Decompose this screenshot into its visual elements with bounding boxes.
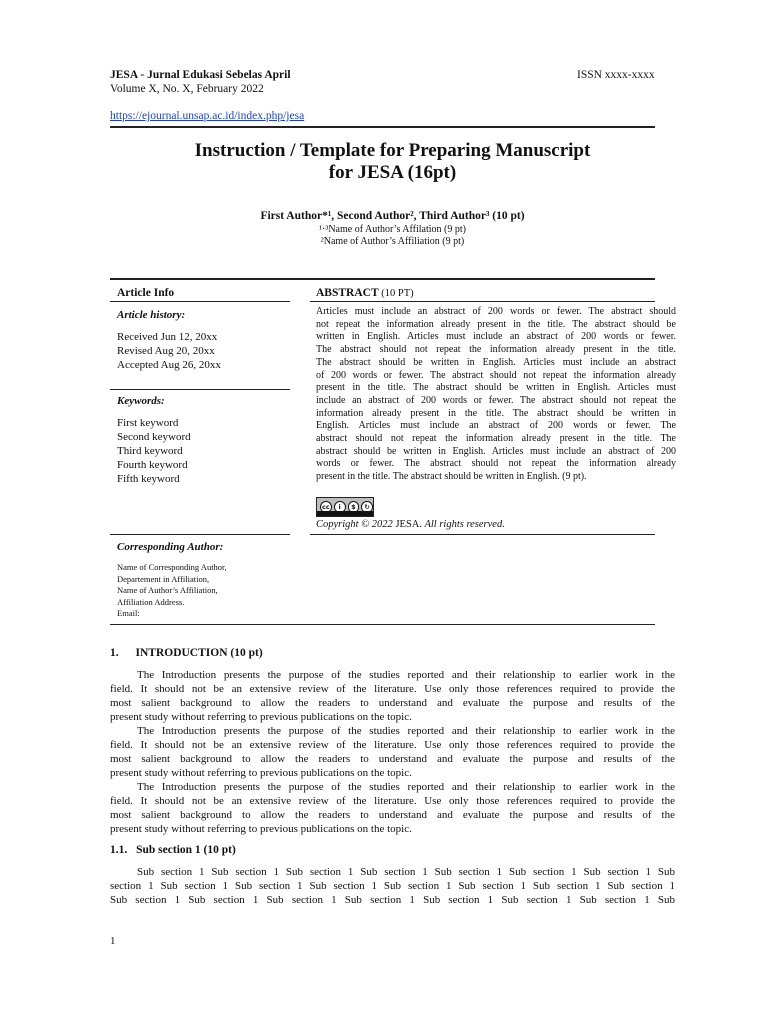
corresponding-name: Name of Corresponding Author, bbox=[117, 562, 227, 572]
issn: ISSN xxxx-xxxx bbox=[577, 69, 655, 81]
subsection-heading bbox=[110, 844, 236, 856]
corresponding-heading: Corresponding Author: bbox=[117, 541, 224, 553]
cc-license-badge[interactable] bbox=[316, 497, 374, 517]
copyright-suffix: All rights reserved. bbox=[424, 519, 505, 530]
introduction-line: present study without referring to previous publications on the topic. bbox=[110, 711, 412, 723]
header-divider bbox=[110, 126, 655, 128]
keywords-heading: Keywords: bbox=[117, 395, 165, 407]
introduction-line: most salient background to allow the readers to understand and evaluate the purpose and results of the bbox=[110, 809, 675, 821]
introduction-number: 1. bbox=[110, 647, 119, 659]
abstract-heading-size: (10 PT) bbox=[381, 288, 414, 299]
introduction-line: The Introduction presents the purpose of the studies reported and their relationship to earlier work in the bbox=[137, 781, 675, 793]
history-revised: Revised Aug 20, 20xx bbox=[117, 345, 215, 357]
abstract-line: of 200 words or fewer. The abstract should not repeat the information already bbox=[316, 369, 676, 381]
abstract-line: present in the title. The abstract should be written in English. Articles must bbox=[316, 382, 676, 394]
subsection-title: Sub section 1 (10 pt) bbox=[136, 844, 236, 856]
introduction-heading bbox=[110, 647, 263, 659]
corresponding-details bbox=[117, 562, 227, 620]
info-heading-rule bbox=[110, 301, 290, 302]
affiliation-2: ²Name of Author’s Affiliation (9 pt) bbox=[320, 236, 465, 247]
copyright-prefix: Copyright © 2022 bbox=[316, 519, 393, 530]
introduction-line: field. It should not be an extensive review of the literature. Use only those references required to provide the bbox=[110, 795, 675, 807]
history-accepted: Accepted Aug 26, 20xx bbox=[117, 359, 221, 371]
noncommercial-icon: $ bbox=[348, 501, 360, 513]
history-rule bbox=[110, 389, 290, 390]
abstract-body bbox=[316, 306, 676, 484]
subsection-line: Sub section 1 Sub section 1 Sub section 1 Sub section 1 Sub section 1 Sub section 1 Sub section 1 Sub bbox=[110, 894, 675, 906]
page-title bbox=[110, 140, 675, 184]
article-info-heading: Article Info bbox=[117, 287, 175, 299]
abstract-line: not repeat the information already present in the title. The abstract should be bbox=[316, 318, 676, 330]
corresponding-email: Email: bbox=[117, 608, 140, 618]
introduction-line: field. It should not be an extensive review of the literature. Use only those references required to provide the bbox=[110, 739, 675, 751]
copyright-notice bbox=[316, 519, 505, 530]
abstract-bottom-rule bbox=[310, 534, 655, 535]
abstract-line: The abstract should be written in English. Articles must include an abstract bbox=[316, 356, 676, 368]
corresponding-affiliation: Name of Author’s Affiliation, bbox=[117, 585, 218, 595]
cc-icon: cc bbox=[320, 501, 332, 513]
keyword-2: Second keyword bbox=[117, 431, 191, 443]
journal-url-link[interactable]: https://ejournal.unsap.ac.id/index.php/jesa bbox=[110, 110, 305, 122]
volume-info: Volume X, No. X, February 2022 bbox=[110, 83, 264, 95]
keywords-rule bbox=[110, 534, 290, 535]
copyright-org: JESA. bbox=[395, 519, 422, 530]
affiliation-1: ¹·³Name of Author’s Affilation (9 pt) bbox=[319, 224, 466, 235]
introduction-line: The Introduction presents the purpose of the studies reported and their relationship to earlier work in the bbox=[137, 669, 675, 681]
history-received: Received Jun 12, 20xx bbox=[117, 331, 218, 343]
abstract-line: written in English. Articles must include an abstract of 200 words or fewer. bbox=[316, 331, 676, 343]
abstract-heading-rule bbox=[310, 301, 655, 302]
abstract-heading-label: ABSTRACT bbox=[316, 287, 379, 299]
abstract-line: English. Articles must include an abstract of 200 words or fewer. The bbox=[316, 420, 676, 432]
abstract-line: information already present in the title. The abstract should be written in bbox=[316, 407, 676, 419]
keyword-1: First keyword bbox=[117, 417, 179, 429]
introduction-line: most salient background to allow the readers to understand and evaluate the purpose and results of the bbox=[110, 753, 675, 765]
title-line-1: Instruction / Template for Preparing Manuscript bbox=[194, 140, 591, 161]
introduction-line: present study without referring to previous publications on the topic. bbox=[110, 823, 412, 835]
info-table-bottom-rule bbox=[110, 624, 655, 625]
keyword-3: Third keyword bbox=[117, 445, 183, 457]
abstract-line: abstract should not repeat the information already present in the title. The bbox=[316, 433, 676, 445]
abstract-line: include an abstract of 200 words or fewer. The abstract should not repeat the bbox=[316, 394, 676, 406]
corresponding-department: Departement in Affiliation, bbox=[117, 573, 210, 584]
abstract-line: words or fewer. The abstract should not repeat the information already bbox=[316, 458, 676, 470]
history-list bbox=[117, 330, 221, 372]
introduction-line: most salient background to allow the readers to understand and evaluate the purpose and results of the bbox=[110, 697, 675, 709]
introduction-title: INTRODUCTION (10 pt) bbox=[135, 647, 263, 659]
subsection-number: 1.1. bbox=[110, 844, 128, 856]
title-line-2: for JESA (16pt) bbox=[328, 162, 457, 183]
keyword-5: Fifth keyword bbox=[117, 473, 180, 485]
subsection-line: section 1 Sub section 1 Sub section 1 Sub section 1 Sub section 1 Sub section 1 Sub section 1 Sub section 1 bbox=[110, 880, 675, 892]
keywords-list bbox=[117, 416, 191, 486]
subsection-line: Sub section 1 Sub section 1 Sub section 1 Sub section 1 Sub section 1 Sub section 1 Sub section 1 Sub bbox=[137, 866, 675, 878]
introduction-line: The Introduction presents the purpose of the studies reported and their relationship to earlier work in the bbox=[137, 725, 675, 737]
subsection-body bbox=[110, 865, 675, 907]
abstract-heading bbox=[316, 287, 414, 299]
abstract-line: Articles must include an abstract of 200 words or fewer. The abstract should bbox=[316, 306, 676, 317]
attribution-icon: i bbox=[334, 501, 346, 513]
corresponding-address: Affiliation Address. bbox=[117, 596, 185, 607]
introduction-body bbox=[110, 668, 675, 836]
abstract-line: present in the title. The abstract should be written in English. (9 pt). bbox=[316, 471, 587, 483]
sharealike-icon: ↻ bbox=[361, 501, 373, 513]
cc-badge-strip bbox=[317, 511, 373, 516]
introduction-line: field. It should not be an extensive review of the literature. Use only those references required to provide the bbox=[110, 683, 675, 695]
introduction-line: present study without referring to previous publications on the topic. bbox=[110, 767, 412, 779]
author-list: First Author*¹, Second Author², Third Author³ (10 pt) bbox=[260, 210, 525, 222]
info-table-top-rule bbox=[110, 278, 655, 280]
keyword-4: Fourth keyword bbox=[117, 459, 188, 471]
journal-name: JESA - Jurnal Edukasi Sebelas April bbox=[110, 69, 291, 81]
page-number: 1 bbox=[110, 935, 116, 947]
abstract-line: abstract should be written in English. Articles must include an abstract of 200 bbox=[316, 445, 676, 457]
abstract-line: The abstract should not repeat the information already present in the title. bbox=[316, 344, 676, 356]
history-heading: Article history: bbox=[117, 309, 186, 321]
